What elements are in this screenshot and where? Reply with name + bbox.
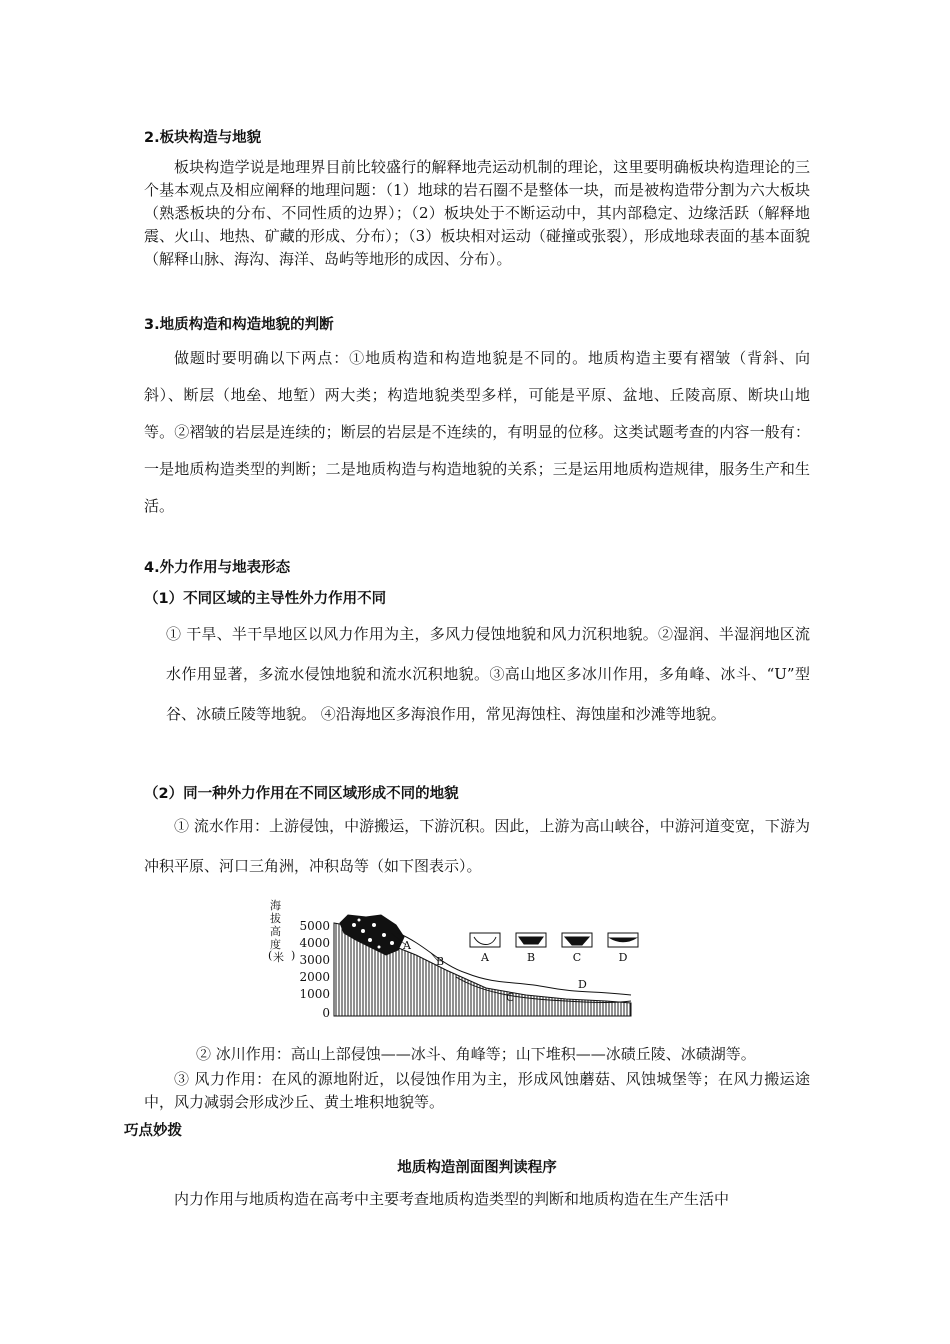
section-4-title: 4.外力作用与地表形态 bbox=[144, 560, 291, 576]
y-tick-label: 5000 bbox=[299, 919, 330, 933]
cross-section-labels bbox=[480, 951, 628, 964]
axis-label-char: 拔 bbox=[270, 912, 281, 925]
y-tick-label: 4000 bbox=[299, 936, 330, 950]
axis-label-char: 米 bbox=[273, 951, 284, 964]
axis-label-char: ( bbox=[268, 949, 273, 962]
section-label-d: D bbox=[618, 951, 628, 964]
y-tick-label: 0 bbox=[322, 1006, 330, 1020]
axis-label-char: ) bbox=[291, 949, 296, 962]
section-label-c: C bbox=[572, 951, 582, 964]
section-2-title: 2.板块构造与地貌 bbox=[144, 130, 262, 146]
section-3-body: 做题时要明确以下两点：①地质构造和构造地貌是不同的。地质构造主要有褶皱（背斜、向斜）、断层（地垒、地堑）两大类；构造地貌类型多样，可能是平原、盆地、丘陵高原、断块山地等。②褶皱的岩层是连续的；断层的岩层是不连续的，有明显的位移。这类试题考查的内容一般有：一是地质构造类型的判断；二是地质构造与构造地貌的关系；三是运用地质构造规律，服务生产和生活。 bbox=[144, 349, 810, 515]
cross-sections bbox=[470, 933, 638, 947]
axis-label-char: 高 bbox=[270, 925, 281, 938]
y-tick-label: 1000 bbox=[299, 987, 330, 1001]
section-label-a: A bbox=[481, 951, 489, 964]
y-tick-label: 2000 bbox=[299, 970, 330, 984]
y-tick-label: 3000 bbox=[299, 953, 330, 967]
axis-label-char: 度 bbox=[270, 938, 281, 951]
section-4-subtitle-2: （2）同一种外力作用在不同区域形成不同的地貌 bbox=[144, 786, 459, 802]
point-label-d: D bbox=[578, 978, 587, 991]
section-4-sub2-body: ① 流水作用：上游侵蚀，中游搬运，下游沉积。因此，上游为高山峡谷，中游河道变宽，下游为冲积平原、河口三角洲，冲积岛等（如下图表示）。 bbox=[144, 817, 810, 875]
tips-body: 内力作用与地质构造在高考中主要考查地质构造类型的判断和地质构造在生产生活中 bbox=[174, 1190, 730, 1208]
point-label-a: A bbox=[403, 939, 411, 952]
axis-label-vertical bbox=[268, 898, 295, 964]
tips-heading: 巧点妙拨 bbox=[124, 1123, 182, 1139]
point-label-b: B bbox=[436, 955, 445, 968]
section-label-b: B bbox=[526, 951, 536, 964]
y-axis-ticks bbox=[299, 919, 330, 1020]
section-2-body: 板块构造学说是地理界目前比较盛行的解释地壳运动机制的理论，这里要明确板块构造理论的三个基本观点及相应阐释的地理问题：（1）地球的岩石圈不是整体一块，而是被构造带分割为六大板块（熟悉板块的分布、不同性质的边界）；（2）板块处于不断运动中，其内部稳定、边缘活跃（解释地震、火山、地热、矿藏的形成、分布）；（3）板块相对运动（碰撞或张裂），形成地球表面的基本面貌（解释山脉、海沟、海洋、岛屿等地形的成因、分布）。 bbox=[144, 158, 810, 268]
axis-label-char: 海 bbox=[270, 899, 281, 912]
section-4-subtitle-1: （1）不同区域的主导性外力作用不同 bbox=[144, 591, 387, 607]
glacier-paragraph: ② 冰川作用：高山上部侵蚀——冰斗、角峰等；山下堆积——冰碛丘陵、冰碛湖等。 bbox=[196, 1045, 756, 1063]
wind-paragraph: ③ 风力作用：在风的源地附近，以侵蚀作用为主，形成风蚀蘑菇、风蚀城堡等；在风力搬运途中，风力减弱会形成沙丘、黄土堆积地貌等。 bbox=[144, 1070, 810, 1111]
point-label-c: C bbox=[506, 991, 515, 1004]
section-3-title: 3.地质构造和构造地貌的判断 bbox=[144, 317, 334, 333]
section-4-sub1-body: ① 干旱、半干旱地区以风力作用为主，多风力侵蚀地貌和风力沉积地貌。②湿润、半湿润地区流水作用显著，多流水侵蚀地貌和流水沉积地貌。③高山地区多冰川作用，多角峰、冰斗、“U”型谷、冰碛丘陵等地貌。 ④沿海地区多海浪作用，常见海蚀柱、海蚀崖和沙滩等地貌。 bbox=[166, 625, 810, 723]
river-profile-figure bbox=[266, 895, 651, 1030]
tips-title: 地质构造剖面图判读程序 bbox=[397, 1160, 557, 1176]
